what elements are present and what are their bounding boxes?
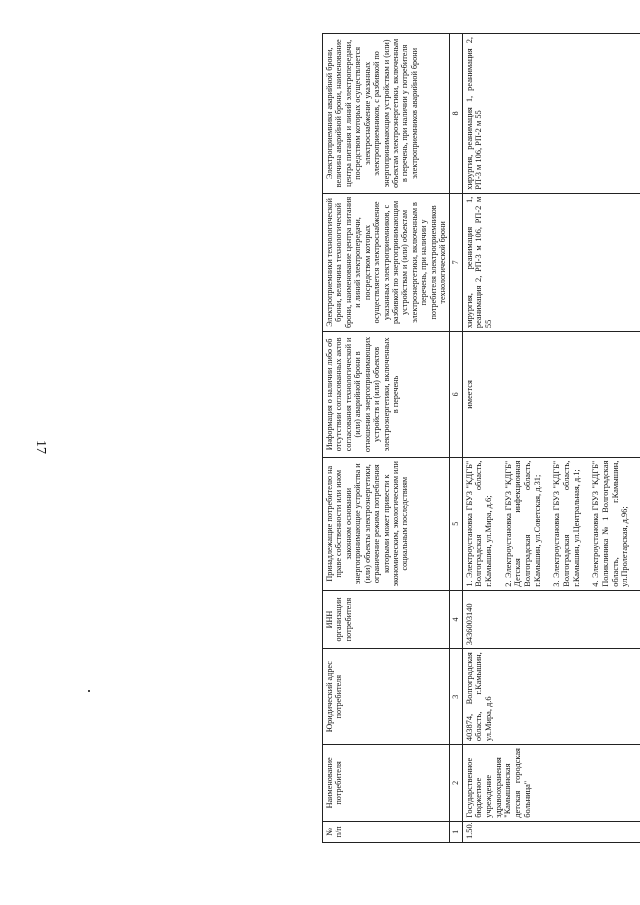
header-devices: Принадлежащие потребителю на праве собственности или ином законном основании энергопринимающие устройства и (или) объекты электроэнергетики, ограничение режима потребления которыми может привести к экономическим, экологическим или социальным последствиям	[323, 457, 450, 590]
consumer-inn: 3436003140	[462, 590, 640, 649]
column-number: 3	[450, 649, 462, 745]
column-number-row	[450, 34, 462, 843]
column-number: 6	[450, 332, 462, 458]
header-tech-reserve: Электроприемники технологической брони, величина технологической брони, наименование центра питания и линий электропередачи, посредством которых осуществляется электроснабжение указанных электроприемников, с разбивкой по энергопринимающим устройствам и (или) объектам электроэнергетики, включенным в перечень, при наличии у потребителя электроприемников технологической брони	[323, 193, 450, 331]
header-num: № п/п	[323, 821, 450, 842]
device-item: 1. Электроустановка ГБУЗ "КДГБ" Волгоградская область, г.Камышин, ул.Мира, д.6;	[464, 460, 493, 587]
rotated-table-container	[322, 33, 630, 843]
header-address: Юридический адрес потребителя	[323, 649, 450, 745]
acts-status: имеется	[462, 332, 640, 458]
consumer-address: 403874, Волгоградская область, г.Камышин, ул.Мира, д.6	[462, 649, 640, 745]
header-row	[323, 34, 450, 843]
column-number: 8	[450, 34, 462, 194]
column-number: 5	[450, 457, 462, 590]
consumer-name: Государственное бюджетное учреждение здравоохранения "Камышинская детская городская больница"	[462, 745, 640, 822]
column-number: 7	[450, 193, 462, 331]
header-name: Наименование потребителя	[323, 745, 450, 822]
consumer-table	[322, 33, 640, 843]
column-number: 2	[450, 745, 462, 822]
column-number: 4	[450, 590, 462, 649]
device-item: 3. Электроустановка ГБУЗ "КДГБ" Волгоградская область, г.Камышин, ул.Центральная, д.1;	[552, 460, 581, 587]
column-number: 1	[450, 821, 462, 842]
device-item: 4. Электроустановка ГБУЗ "КДГБ" Поликлиника № 1 Волгоградская область, г.Камышин, ул.Пролетарская, д.96;	[591, 460, 630, 587]
page-number: 17	[33, 440, 48, 454]
tech-reserve: хирургия, реанимация 1, реанимация 2, РП-3 м 106, РП-2 м 55	[462, 193, 640, 331]
scan-dot	[88, 690, 90, 692]
emergency-reserve: хирургия, реанимация 1, реанимация 2, РП-3 м 106, РП-2 м 55	[462, 34, 640, 194]
table-row	[462, 34, 640, 843]
device-item: 2. Электроустановка ГБУЗ "КДГБ" Детская инфекционная Волгоградская область, г.Камышин, ул.Советская, д.31;	[503, 460, 542, 587]
header-inn: ИНН организации потребителя	[323, 590, 450, 649]
devices-cell	[462, 457, 640, 590]
header-emergency-reserve: Электроприемники аварийной брони, величина аварийной брони, наименование центра питания и линий электропередачи, посредством которых осуществляется электроснабжение указанных электроприемников, с разбивкой по энергопринимающим устройствам и (или) объектам электроэнергетики, включенным в перечень, при наличии у потребителя электроприемников аварийной брони	[323, 34, 450, 194]
header-acts: Информация о наличии либо об отсутствии согласованных актов согласования технологической и (или) аварийной брони в отношении энергопринимающих устройств и (или) объектов электроэнергетики, включенных в перечень	[323, 332, 450, 458]
row-number: 1.50.	[462, 821, 640, 842]
